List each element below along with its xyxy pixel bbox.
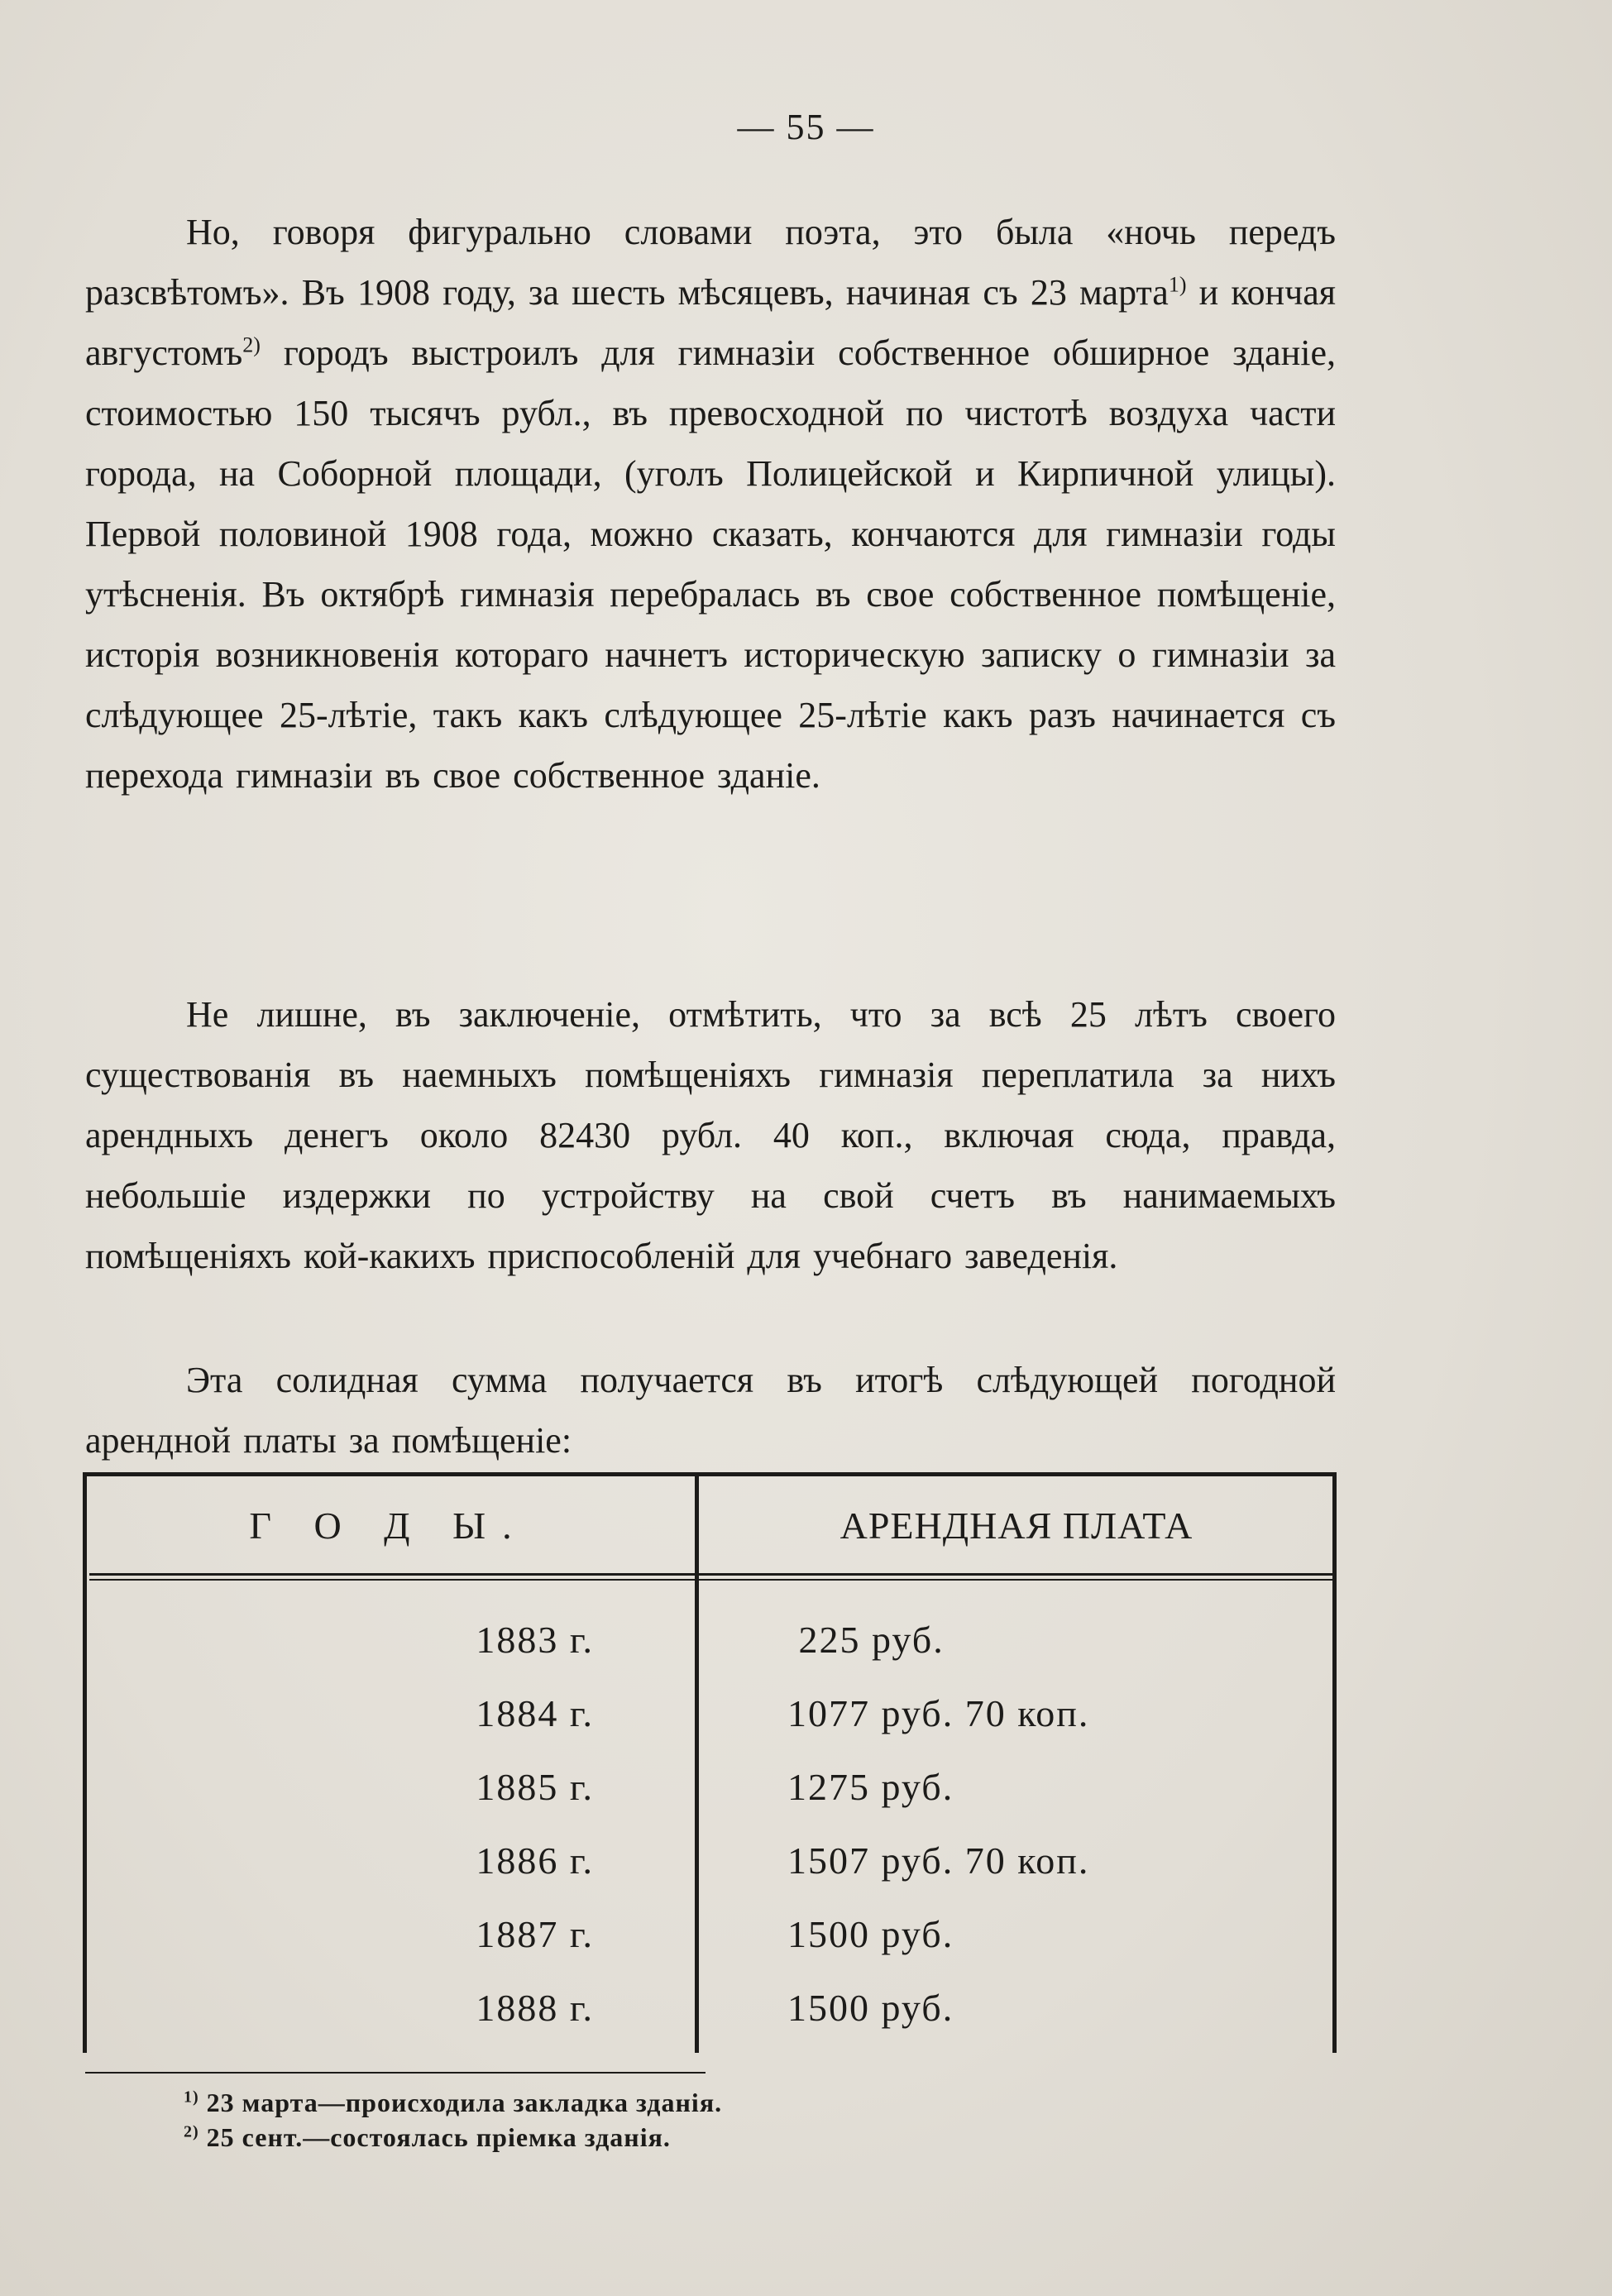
table-row: [83, 1912, 1337, 1986]
paragraph-1-text-b: и кончая августомъ: [85, 272, 1336, 373]
table-cell-rent: 225 руб.: [787, 1619, 945, 1661]
table-header-years: Г О Д Ы.: [249, 1504, 529, 1547]
table-top-rule: [83, 1472, 1337, 1476]
table-row: [83, 1691, 1337, 1765]
table-cell-rent: 1077 руб. 70 коп.: [787, 1692, 1090, 1734]
footnote-1-mark: 1): [184, 2088, 199, 2107]
footnote-rule: [85, 2072, 706, 2074]
footnote-1: [184, 2088, 722, 2118]
table-cell-year: 1884 г.: [476, 1692, 594, 1734]
table-cell-rent: 1500 руб.: [787, 1913, 954, 1955]
footnote-2-mark: 2): [184, 2122, 199, 2141]
table-row: [83, 1839, 1337, 1912]
page-number: — 55 —: [737, 107, 875, 147]
paragraph-3-text: Эта солидная сумма получается въ итогѣ слѣдующей погодной арендной платы за помѣщеніе:: [85, 1360, 1336, 1461]
footnote-ref-1: 1): [1168, 272, 1187, 297]
table-cell-year: 1887 г.: [476, 1913, 594, 1955]
rent-table: [83, 1472, 1337, 2053]
table-row: [83, 1986, 1337, 2059]
paragraph-2: [85, 984, 1336, 1286]
paragraph-1: [85, 202, 1336, 806]
table-cell-rent: 1275 руб.: [787, 1766, 954, 1808]
footnote-1-text: 23 марта—происходила закладка зданія.: [199, 2088, 723, 2117]
table-row: [83, 1765, 1337, 1839]
table-cell-rent: 1500 руб.: [787, 1987, 954, 2029]
table-header-rule: [89, 1573, 1334, 1576]
paragraph-3: [85, 1350, 1336, 1471]
table-row: [83, 1618, 1337, 1691]
table-header-rent: АРЕНДНАЯ ПЛАТА: [839, 1504, 1193, 1547]
table-cell-year: 1888 г.: [476, 1987, 594, 2029]
paragraph-1-text-c: городъ выстроилъ для гимназіи собственное обширное зданіе, стоимостью 150 тысячъ рубл., въ превосходной по чистотѣ воздуха части города, на Соборной площади, (уголъ Полицейской и Кирпичной улицы). Первой половиной 1908 года, можно сказать, кончаются для гимназіи годы утѣсненія. Въ октябрѣ гимназія перебралась въ свое собственное помѣщеніе, исторія возникновенія котораго начнетъ историческую записку о гимназіи за слѣдующее 25-лѣтіе, такъ какъ слѣдующее 25-лѣтіе какъ разъ начинается съ перехода гимназіи въ свое собственное зданіе.: [85, 332, 1336, 796]
table-cell-rent: 1507 руб. 70 коп.: [787, 1839, 1090, 1882]
table-header-rule-thin: [89, 1579, 1334, 1581]
paragraph-2-text: Не лишне, въ заключеніе, отмѣтить, что за всѣ 25 лѣтъ своего существованія въ наемныхъ помѣщеніяхъ гимназія переплатила за нихъ арендныхъ денегъ около 82430 рубл. 40 коп., включая сюда, правда, небольшіе издержки по устройству на свой счетъ въ нанимаемыхъ помѣщеніяхъ кой-какихъ приспособленій для учебнаго заведенія.: [85, 994, 1336, 1276]
table-cell-year: 1883 г.: [476, 1619, 594, 1661]
table-cell-year: 1885 г.: [476, 1766, 594, 1808]
footnote-2-text: 25 сент.—состоялась пріемка зданія.: [199, 2122, 671, 2152]
footnote-2: [184, 2122, 671, 2153]
table-body: [83, 1618, 1337, 2059]
table-cell-year: 1886 г.: [476, 1839, 594, 1882]
footnote-ref-2: 2): [242, 332, 261, 357]
paragraph-1-text-a: Но, говоря фигурально словами поэта, это была «ночь передъ разсвѣтомъ». Въ 1908 году, за шесть мѣсяцевъ, начиная съ 23 марта: [85, 212, 1336, 313]
